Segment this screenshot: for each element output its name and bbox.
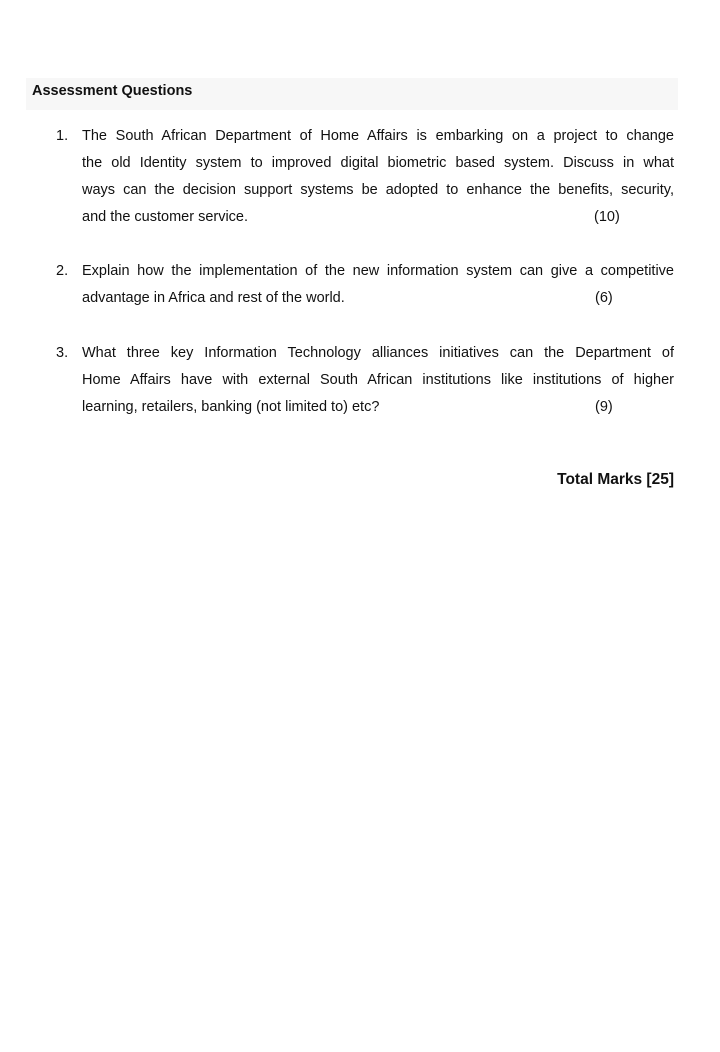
question-text	[82, 258, 674, 312]
question-line: The South African Department of Home Affairs is embarking on a project to change	[82, 128, 674, 144]
question-number: 1.	[56, 128, 69, 144]
total-marks: Total Marks [25]	[557, 471, 674, 488]
question-line: advantage in Africa and rest of the world.	[82, 290, 345, 306]
question-2	[56, 258, 676, 312]
question-1	[56, 123, 676, 231]
question-line: Explain how the implementation of the new information system can give a competitive	[82, 263, 674, 279]
question-marks: (6)	[595, 290, 613, 306]
question-text	[82, 123, 674, 231]
question-number: 3.	[56, 345, 69, 361]
question-line: ways can the decision support systems be adopted to enhance the benefits, security,	[82, 182, 674, 198]
question-line: Home Affairs have with external South African institutions like institutions of higher	[82, 372, 674, 388]
question-marks: (10)	[594, 209, 620, 225]
question-line: the old Identity system to improved digital biometric based system. Discuss in what	[82, 155, 674, 171]
question-text	[82, 340, 674, 421]
question-number: 2.	[56, 263, 69, 279]
question-line: and the customer service.	[82, 209, 249, 225]
assessment-heading: Assessment Questions	[32, 83, 193, 99]
question-marks: (9)	[595, 399, 613, 415]
question-line: What three key Information Technology alliances initiatives can the Department of	[82, 345, 674, 361]
question-line: learning, retailers, banking (not limited to) etc?	[82, 399, 380, 415]
question-3	[56, 340, 676, 421]
